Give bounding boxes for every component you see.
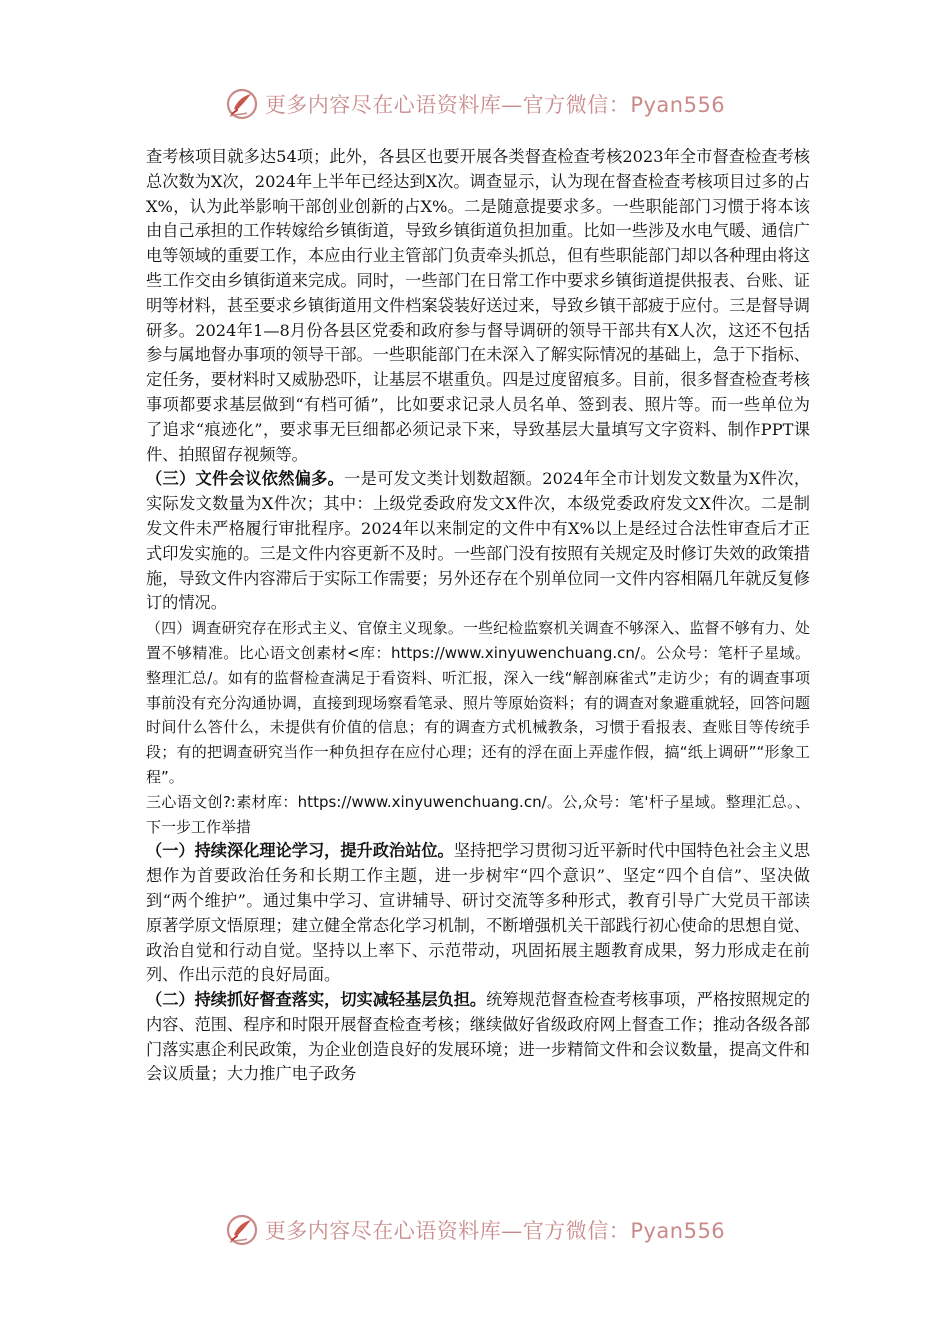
header-banner-handle: Pyan556	[630, 93, 726, 117]
paragraph-continuation: 查考核项目就多达54项；此外，各县区也要开展各类督查检查考核2023年全市督查检查考核总次数为X次，2024年上半年已经达到X次。调查显示，认为现在督查检查考核项目过多的占X%，认为此举影响干部创业创新的占X%。二是随意提要求多。一些职能部门习惯于将本该由自己承担的工作转嫁给乡镇街道，导致乡镇街道负担加重。比如一些涉及水电气暖、通信广电等领域的重要工作，本应由行业主管部门负责牵头抓总，但有些职能部门却以各种理由将这些工作交由乡镇街道来完成。同时，一些部门在日常工作中要求乡镇街道提供报表、台账、证明等材料，甚至要求乡镇街道用文件档案袋装好送过来，导致乡镇干部疲于应付。三是督导调研多。2024年1—8月份各县区党委和政府参与督导调研的领导干部共有X人次，这还不包括参与属地督办事项的领导干部。一些职能部门在未深入了解实际情况的基础上，急于下指标、定任务，要材料时又威胁恐吓，让基层不堪重负。四是过度留痕多。目前，很多督查检查考核事项都要求基层做到“有档可循”，比如要求记录人员名单、签到表、照片等。而一些单位为了追求“痕迹化”，要求事无巨细都必须记录下来，导致基层大量填写文字资料、制作PPT课件、拍照留存视频等。	[146, 147, 810, 464]
paragraph-next-steps-intro: 三心语文创?:素材库：https://www.xinyuwenchuang.cn/。公,众号：笔'杆子星域。整理汇总。、下一步工作举措	[146, 792, 810, 836]
pen-writing-logo-icon	[225, 1213, 259, 1247]
section-3-heading: （三）文件会议依然偏多。	[146, 469, 345, 489]
paragraph-measure-2	[146, 988, 810, 1087]
header-banner-label: 更多内容尽在心语资料库—官方微信：	[264, 93, 631, 117]
measure-2-heading: （二）持续抓好督查落实，切实减轻基层负担。	[146, 990, 487, 1010]
footer-banner-label: 更多内容尽在心语资料库—官方微信：	[264, 1219, 631, 1243]
footer-banner	[0, 1208, 950, 1252]
header-banner	[0, 82, 950, 126]
footer-banner-handle: Pyan556	[630, 1219, 726, 1243]
paragraph-section-3	[146, 467, 810, 616]
measure-1-body: 坚持把学习贯彻习近平新时代中国特色社会主义思想作为首要政治任务和长期工作主题，进一步树牢“四个意识”、坚定“四个自信”、坚决做到“两个维护”。通过集中学习、宣讲辅导、研讨交流等多种形式，教育引导广大党员干部读原著学原文悟原理；建立健全常态化学习机制，不断增强机关干部践行初心使命的思想自觉、政治自觉和行动自觉。坚持以上率下、示范带动，巩固拓展主题教育成果，努力形成走在前列、作出示范的良好局面。	[146, 841, 811, 985]
measure-1-heading: （一）持续深化理论学习，提升政治站位。	[146, 841, 454, 861]
paragraph-section-4: （四）调查研究存在形式主义、官僚主义现象。一些纪检监察机关调查不够深入、监督不够有力、处置不够精准。比心语文创素材<库：https://www.xinyuwenchuang.cn/。公众号：笔杆子星域。整理汇总/。如有的监督检查满足于看资料、听汇报，深入一线“解剖麻雀式”走访少；有的调查事项事前没有充分沟通协调，直接到现场察看笔录、照片等原始资料；有的调查对象避重就轻，回答问题时间什么答什么，未提供有价值的信息；有的调查方式机械教条，习惯于看报表、查账目等传统手段；有的把调查研究当作一种负担存在应付心理；还有的浮在面上弄虚作假，搞“纸上调研”“形象工程”。	[146, 619, 810, 786]
header-banner-text	[265, 89, 725, 119]
pen-writing-logo-icon	[225, 87, 259, 121]
footer-banner-text	[265, 1215, 725, 1245]
section-3-body: 一是可发文类计划数超额。2024年全市计划发文数量为X件次，实际发文数量为X件次；其中：上级党委政府发文X件次，本级党委政府发文X件次。二是制发文件未严格履行审批程序。2024年以来制定的文件中有X%以上是经过合法性审查后才正式印发实施的。三是文件内容更新不及时。一些部门没有按照有关规定及时修订失效的政策措施，导致文件内容滞后于实际工作需要；另外还存在个别单位同一文件内容相隔几年就反复修订的情况。	[146, 469, 811, 613]
measure-2-body: 统筹规范督查检查考核事项，严格按照规定的内容、范围、程序和时限开展督查检查考核；继续做好省级政府网上督查工作；推动各级各部门落实惠企利民政策，为企业创造良好的发展环境；进一步精简文件和会议数量，提高文件和会议质量；大力推广电子政务	[146, 990, 811, 1084]
paragraph-measure-1	[146, 839, 810, 988]
document-body	[146, 145, 810, 1087]
